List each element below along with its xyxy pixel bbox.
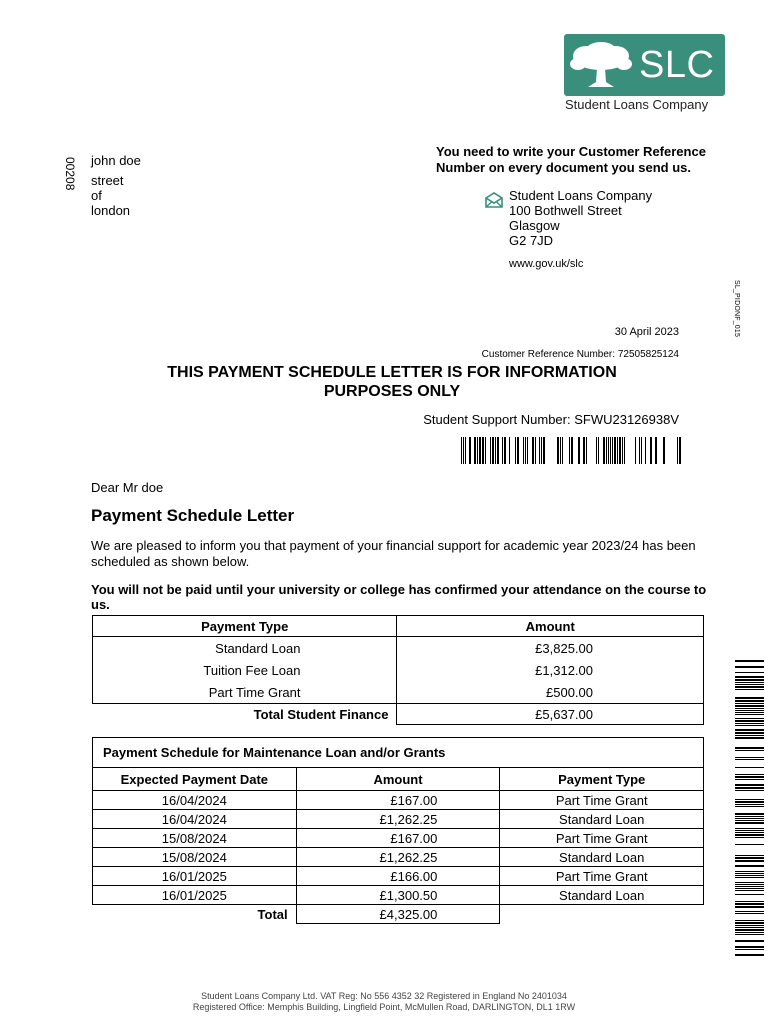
amount-cell: £1,300.50 — [296, 886, 500, 905]
table-row — [93, 810, 704, 829]
total-label: Total — [257, 906, 288, 922]
date-cell: 16/01/2025 — [93, 867, 297, 886]
total-row — [93, 704, 704, 725]
column-header: Payment Type — [500, 768, 704, 791]
amount-cell: £1,262.25 — [296, 848, 500, 867]
total-value: £4,325.00 — [296, 905, 500, 924]
student-support-number: Student Support Number: SFWU23126938V — [423, 412, 679, 427]
payment-type-cell: Standard Loan — [93, 637, 397, 660]
empty-cell — [500, 905, 704, 924]
payment-type-cell: Part Time Grant — [93, 681, 397, 704]
footer — [0, 991, 768, 1013]
letter-title: Payment Schedule Letter — [91, 506, 295, 525]
table-row — [93, 637, 704, 660]
letter-date: 30 April 2023 — [614, 326, 679, 338]
website-link[interactable]: www.gov.uk/slc — [509, 258, 584, 270]
amount-cell: £167.00 — [296, 829, 500, 848]
date-cell: 15/08/2024 — [93, 829, 297, 848]
tree-icon — [570, 42, 632, 88]
customer-reference: Customer Reference Number: 72505825124 — [481, 349, 679, 360]
amount-cell: £500.00 — [397, 681, 704, 704]
salutation: Dear Mr doe — [91, 480, 164, 495]
footer-line-1: Student Loans Company Ltd. VAT Reg: No 556 4352 32 Registered in England No 2401034 — [201, 991, 567, 1001]
intro-paragraph: We are pleased to inform you that payment of your financial support for academic year 2023/24 has been scheduled as shown below. — [91, 538, 696, 569]
column-header: Payment Type — [93, 616, 397, 637]
footer-line-2: Registered Office: Memphis Building, Lingfield Point, McMullen Road, DARLINGTON, DL1 1RW — [192, 1002, 576, 1012]
logo-subtitle: Student Loans Company — [565, 97, 709, 112]
payment-type-cell: Standard Loan — [500, 848, 704, 867]
schedule-caption: Payment Schedule for Maintenance Loan and/or Grants — [93, 738, 704, 768]
slc-address-street: 100 Bothwell Street — [509, 203, 622, 218]
payment-type-cell: Part Time Grant — [500, 829, 704, 848]
recipient-code: 00208 — [63, 157, 77, 191]
logo-text: SLC — [639, 44, 715, 86]
column-header: Amount — [296, 768, 500, 791]
recipient-name: john doe — [91, 153, 141, 168]
payment-type-cell: Standard Loan — [500, 810, 704, 829]
table-row — [93, 867, 704, 886]
slc-address-postcode: G2 7JD — [509, 233, 554, 248]
payment-type-cell: Tuition Fee Loan — [93, 659, 397, 681]
column-header: Amount — [397, 616, 704, 637]
attendance-warning: You will not be paid until your university or college has confirmed your attendance on the course to us. — [91, 582, 707, 612]
column-header: Expected Payment Date — [93, 768, 297, 791]
total-label: Total Student Finance — [253, 706, 389, 722]
table-row — [93, 791, 704, 810]
total-row — [93, 905, 704, 924]
barcode — [461, 437, 681, 464]
side-barcode — [735, 660, 764, 958]
payment-type-cell: Part Time Grant — [500, 791, 704, 810]
schedule-table — [92, 737, 704, 924]
total-value: £5,637.00 — [397, 704, 704, 725]
headline: THIS PAYMENT SCHEDULE LETTER IS FOR INFORMATION PURPOSES ONLY — [167, 364, 617, 400]
table-row — [93, 848, 704, 867]
date-cell: 16/01/2025 — [93, 886, 297, 905]
slc-address-city: Glasgow — [509, 218, 560, 233]
amount-cell: £167.00 — [296, 791, 500, 810]
document-code: SL_PIDONF_015 — [733, 280, 740, 338]
table-row — [93, 681, 704, 704]
reference-notice: You need to write your Customer Reference Number on every document you send us. — [436, 144, 706, 175]
recipient-line3: of — [91, 188, 102, 203]
payment-type-cell: Part Time Grant — [500, 867, 704, 886]
amount-cell: £3,825.00 — [397, 637, 704, 660]
amount-cell: £1,312.00 — [397, 659, 704, 681]
slc-address-name: Student Loans Company — [509, 188, 653, 203]
amount-cell: £1,262.25 — [296, 810, 500, 829]
amount-cell: £166.00 — [296, 867, 500, 886]
slc-logo — [564, 34, 725, 96]
date-cell: 15/08/2024 — [93, 848, 297, 867]
finance-table — [92, 615, 704, 725]
recipient-street: street — [91, 173, 124, 188]
date-cell: 16/04/2024 — [93, 810, 297, 829]
recipient-city: london — [91, 203, 131, 218]
envelope-icon — [485, 192, 503, 208]
table-row — [93, 659, 704, 681]
date-cell: 16/04/2024 — [93, 791, 297, 810]
payment-type-cell: Standard Loan — [500, 886, 704, 905]
table-row — [93, 829, 704, 848]
table-row — [93, 886, 704, 905]
